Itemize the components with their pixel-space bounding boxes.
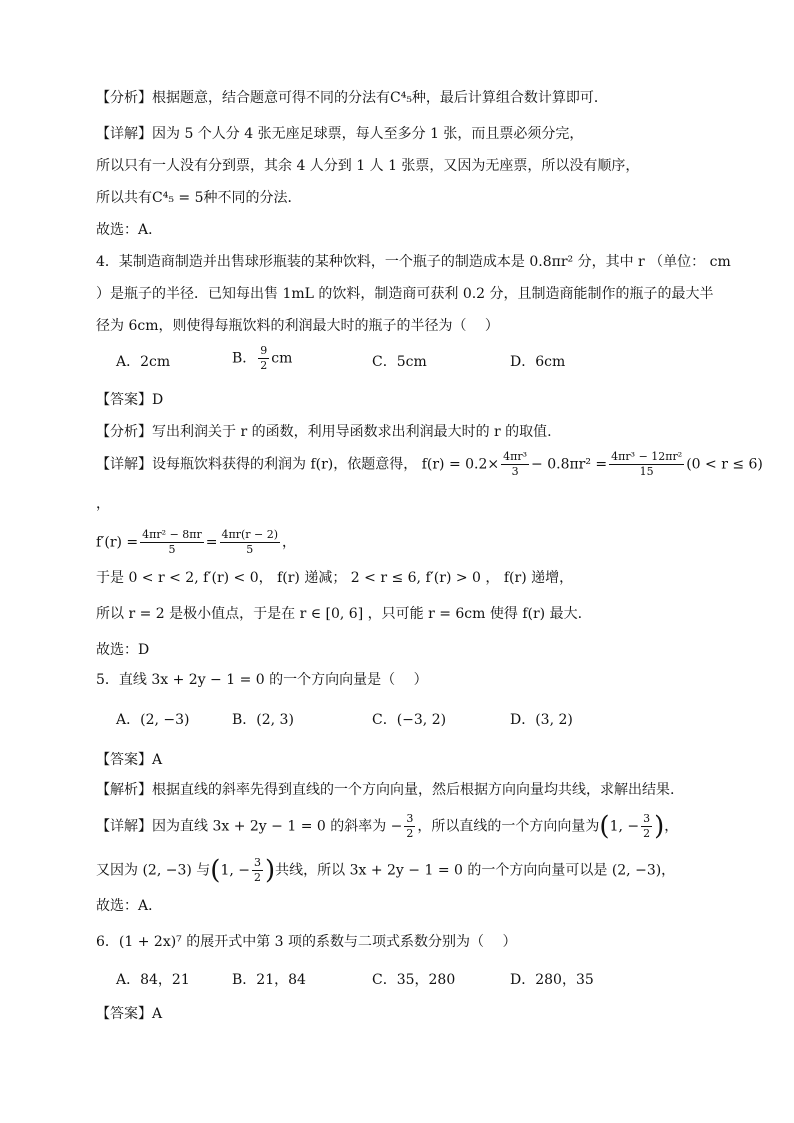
q4-option-d: D．6cm (510, 354, 566, 370)
q5-option-a: A．(2, −3) (116, 712, 190, 728)
fraction (609, 450, 684, 479)
q5-option-d: D．(3, 2) (510, 712, 573, 728)
fraction (220, 528, 281, 557)
q4-detail-1 (96, 450, 763, 479)
answer-value: D (152, 392, 164, 408)
q4-conclusion: 所以 r = 2 是极小值点，于是在 r ∈ [0, 6] ，只可能 r = 6cm 使得 f(r) 最大. (96, 606, 583, 622)
q4-monotonicity: 于是 0 < r < 2, f′(r) < 0， f(r) 递减； 2 < r ≤ 6, f′(r) > 0 ， f(r) 递增， (96, 570, 574, 586)
derivative-lhs: f′(r) = (96, 534, 139, 551)
q3-choice: 故选：A． (96, 222, 163, 238)
detail-text: 又因为 (2, −3) 与 (96, 862, 211, 879)
fraction (404, 812, 415, 841)
q6-option-b: B．21，84 (232, 972, 306, 988)
q4-analysis (96, 422, 552, 442)
fraction (501, 450, 529, 479)
q5-jiexi (96, 780, 674, 800)
paren-close: ) (264, 855, 276, 886)
fraction-numerator: 4πr³ (503, 450, 528, 463)
fraction (252, 856, 263, 885)
q5-detail-1 (96, 812, 678, 841)
fraction (140, 528, 204, 557)
answer-value: A (152, 1006, 163, 1022)
answer-value: A (152, 752, 163, 768)
fraction-numerator: 3 (643, 812, 651, 825)
q5-answer (96, 750, 162, 770)
analysis-text: 根据题意，结合题意可得不同的分法有C⁴₅种，最后计算组合数计算即可． (152, 90, 608, 106)
fraction-numerator: 9 (260, 344, 268, 357)
option-b-prefix: B． (232, 350, 257, 367)
detail-text: 设每瓶饮料获得的利润为 f(r)，依题意得， f(r) = 0.2× (152, 456, 500, 473)
q5-stem: 5．直线 3x + 2y − 1 = 0 的一个方向向量是（ ） (96, 672, 428, 688)
answer-tag: 【答案】 (96, 1006, 152, 1022)
detail-text: 共线，所以 3x + 2y − 1 = 0 的一个方向向量可以是 (2, −3)， (275, 862, 676, 879)
derivative-end: ， (282, 534, 297, 551)
detail-text: (0 < r ≤ 6) (686, 456, 763, 473)
paren-close: ) (654, 811, 665, 842)
q3-detail-1 (96, 124, 583, 144)
q4-choice: 故选：D (96, 642, 150, 658)
q4-option-c: C．5cm (372, 354, 427, 370)
detail-text: 因为直线 3x + 2y − 1 = 0 的斜率为 − (152, 818, 403, 835)
detail-text: ，所以直线的一个方向向量为 (417, 818, 600, 835)
q4-derivative (96, 528, 296, 557)
detail-text: 因为 5 个人分 4 张无座足球票，每人至多分 1 张，而且票必须分完， (152, 126, 584, 142)
q4-stem-2: ）是瓶子的半径．已知每出售 1mL 的饮料，制造商可获利 0.2 分，且制造商能制作的瓶子的最大半 (96, 286, 714, 302)
q4-stem-3: 径为 6cm，则使得每瓶饮料的利润最大时的瓶子的半径为（ ） (96, 318, 499, 334)
analysis-tag: 【分析】 (96, 90, 152, 106)
q3-analysis (96, 88, 608, 108)
paren-open: ( (599, 811, 610, 842)
fraction-numerator: 3 (253, 856, 261, 869)
jiexi-text: 根据直线的斜率先得到直线的一个方向向量，然后根据方向向量均共线，求解出结果. (152, 782, 675, 798)
q3-detail-2: 所以只有一人没有分到票，其余 4 人分到 1 人 1 张票，又因为无座票，所以没有顺序， (96, 158, 640, 174)
fraction-numerator: 4πr² − 8πr (142, 528, 202, 541)
option-b-fraction (258, 344, 269, 373)
fraction-denominator: 5 (246, 543, 254, 556)
q3-detail-3: 所以共有C⁴₅ = 5种不同的分法． (96, 190, 302, 206)
fraction-denominator: 3 (511, 465, 519, 478)
equals-sign: = (205, 534, 218, 551)
jiexi-tag: 【解析】 (96, 782, 152, 798)
q4-stem-1: 4．某制造商制造并出售球形瓶装的某种饮料，一个瓶子的制造成本是 0.8πr² 分，其中 r （单位： cm (96, 254, 731, 270)
q6-option-a: A．84，21 (116, 972, 190, 988)
fraction-denominator: 2 (253, 871, 261, 884)
q6-stem: 6．(1 + 2x)⁷ 的展开式中第 3 项的系数与二项式系数分别为（ ） (96, 934, 517, 950)
q5-option-b: B．(2, 3) (232, 712, 294, 728)
analysis-tag: 【分析】 (96, 424, 152, 440)
detail-tag: 【详解】 (96, 456, 152, 473)
answer-tag: 【答案】 (96, 752, 152, 768)
vector-part: 1, − (609, 818, 640, 835)
option-b-unit: cm (271, 350, 293, 367)
q4-option-a: A．2cm (116, 354, 171, 370)
fraction-numerator: 4πr(r − 2) (221, 528, 279, 541)
q5-option-c: C．(−3, 2) (372, 712, 447, 728)
q5-choice: 故选：A． (96, 898, 163, 914)
fraction-denominator: 5 (168, 543, 176, 556)
fraction-denominator: 2 (643, 827, 651, 840)
fraction-denominator: 2 (260, 359, 268, 372)
detail-text: ， (664, 818, 679, 835)
detail-text: − 0.8πr² = (531, 456, 608, 473)
vector-part: 1, − (220, 862, 250, 879)
answer-tag: 【答案】 (96, 392, 152, 408)
detail-tag: 【详解】 (96, 126, 152, 142)
analysis-text: 写出利润关于 r 的函数，利用导函数求出利润最大时的 r 的取值. (152, 424, 552, 440)
q6-answer (96, 1004, 162, 1024)
fraction-numerator: 3 (406, 812, 414, 825)
q5-detail-2 (96, 856, 675, 885)
paren-open: ( (210, 855, 221, 886)
q6-option-c: C．35，280 (372, 972, 456, 988)
q4-option-b (232, 344, 292, 373)
fraction-numerator: 4πr³ − 12πr² (611, 450, 683, 463)
q4-detail-comma: ， (96, 496, 110, 512)
q4-answer (96, 390, 163, 410)
fraction-denominator: 15 (639, 465, 654, 478)
q6-option-d: D．280，35 (510, 972, 594, 988)
fraction-denominator: 2 (406, 827, 414, 840)
fraction (641, 812, 652, 841)
detail-tag: 【详解】 (96, 818, 152, 835)
